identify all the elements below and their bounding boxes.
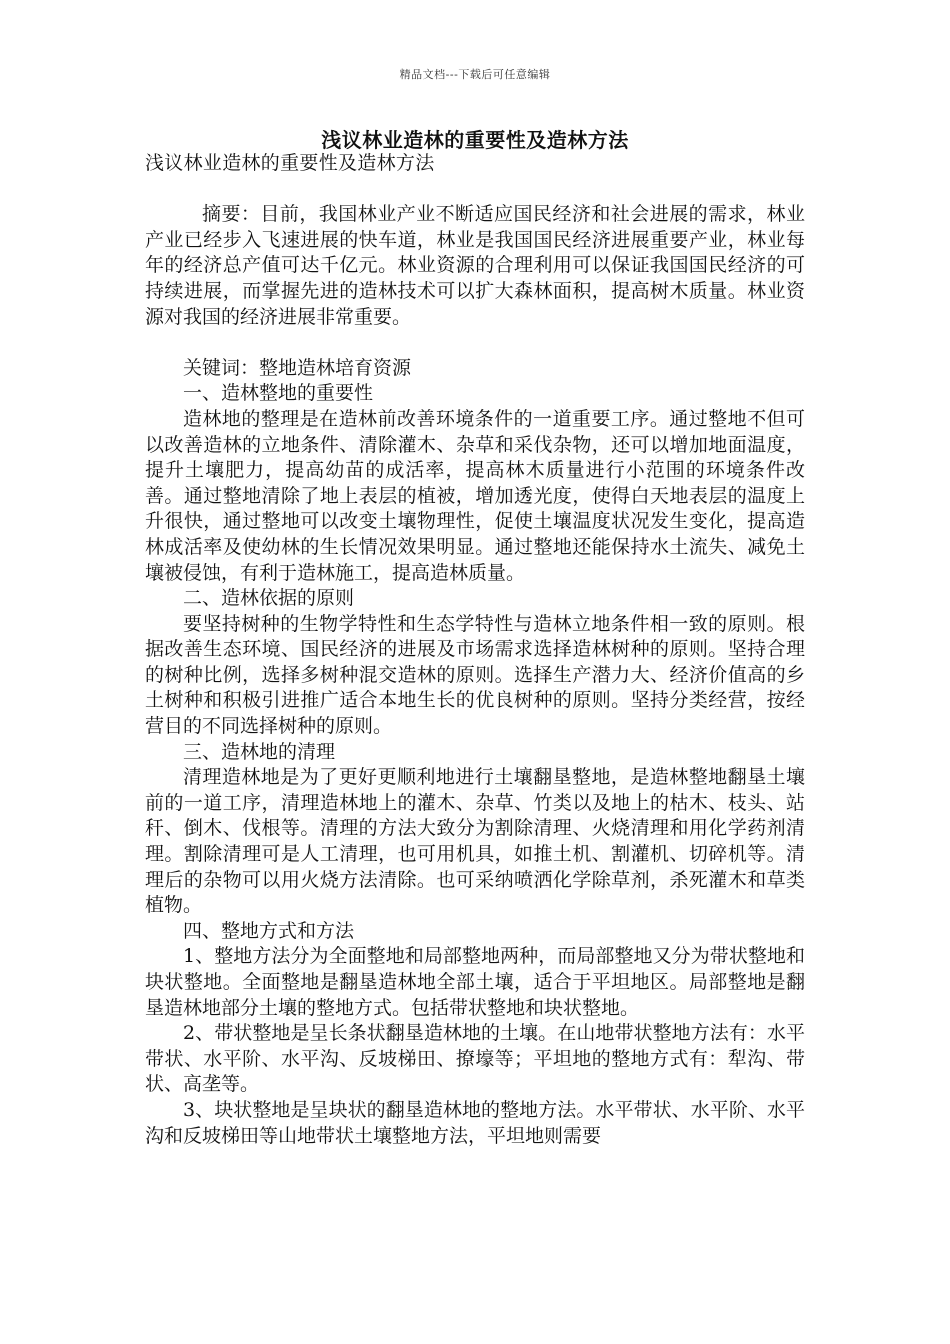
keywords-line: 关键词：整地造林培育资源	[183, 356, 412, 379]
blank-line	[145, 177, 805, 203]
document-body	[145, 151, 805, 1149]
page-header: 精品文档---下载后可任意编辑	[399, 68, 551, 81]
section-paragraph: 1、整地方法分为全面整地和局部整地两种，而局部整地又分为带状整地和块状整地。全面整地是翻垦造林地全部土壤，适合于平坦地区。局部整地是翻垦造林地部分土壤的整地方式。包括带状整地和块状整地。	[145, 945, 805, 1019]
section-heading: 一、造林整地的重要性	[183, 382, 374, 405]
section-paragraph: 造林地的整理是在造林前改善环境条件的一道重要工序。通过整地不但可以改善造林的立地条件、清除灌木、杂草和采伐杂物，还可以增加地面温度，提升土壤肥力，提高幼苗的成活率，提高林木质量进行小范围的环境条件改善。通过整地清除了地上表层的植被，增加透光度，使得白天地表层的温度上升很快，通过整地可以改变土壤物理性，促使土壤温度状况发生变化，提高造林成活率及使幼林的生长情况效果明显。通过整地还能保持水土流失、减免土壤被侵蚀，有利于造林施工，提高造林质量。	[145, 407, 805, 584]
blank-line	[145, 330, 805, 356]
section-paragraph: 2、带状整地是呈长条状翻垦造林地的土壤。在山地带状整地方法有：水平带状、水平阶、水平沟、反坡梯田、撩壕等；平坦地的整地方式有：犁沟、带状、高垄等。	[145, 1022, 805, 1096]
abstract-paragraph: 摘要：目前，我国林业产业不断适应国民经济和社会进展的需求，林业产业已经步入飞速进展的快车道，林业是我国国民经济进展重要产业，林业每年的经济总产值可达千亿元。林业资源的合理利用可以保证我国国民经济的可持续进展，而掌握先进的造林技术可以扩大森林面积，提高树木质量。林业资源对我国的经济进展非常重要。	[145, 203, 805, 328]
section-heading: 二、造林依据的原则	[183, 587, 355, 610]
section-paragraph: 要坚持树种的生物学特性和生态学特性与造林立地条件相一致的原则。根据改善生态环境、国民经济的进展及市场需求选择造林树种的原则。坚持合理的树种比例，选择多树种混交造林的原则。选择生产潜力大、经济价值高的乡土树种和积极引进推广适合本地生长的优良树种的原则。坚持分类经营，按经营目的不同选择树种的原则。	[145, 612, 805, 738]
section-paragraph: 清理造林地是为了更好更顺利地进行土壤翻垦整地，是造林整地翻垦土壤前的一道工序，清理造林地上的灌木、杂草、竹类以及地上的枯木、枝头、站秆、倒木、伐根等。清理的方法大致分为割除清理、火烧清理和用化学药剂清理。割除清理可是人工清理，也可用机具，如推土机、割灌机、切碎机等。清理后的杂物可以用火烧方法清除。也可采纳喷洒化学除草剂，杀死灌木和草类植物。	[145, 766, 805, 917]
section-paragraph: 3、块状整地是呈块状的翻垦造林地的整地方法。水平带状、水平阶、水平沟和反坡梯田等山地带状土壤整地方法，平坦地则需要	[145, 1098, 805, 1147]
section-heading: 三、造林地的清理	[183, 740, 336, 763]
document-subtitle: 浅议林业造林的重要性及造林方法	[145, 152, 435, 174]
section-heading: 四、整地方式和方法	[183, 919, 355, 942]
document-title: 浅议林业造林的重要性及造林方法	[321, 128, 629, 152]
